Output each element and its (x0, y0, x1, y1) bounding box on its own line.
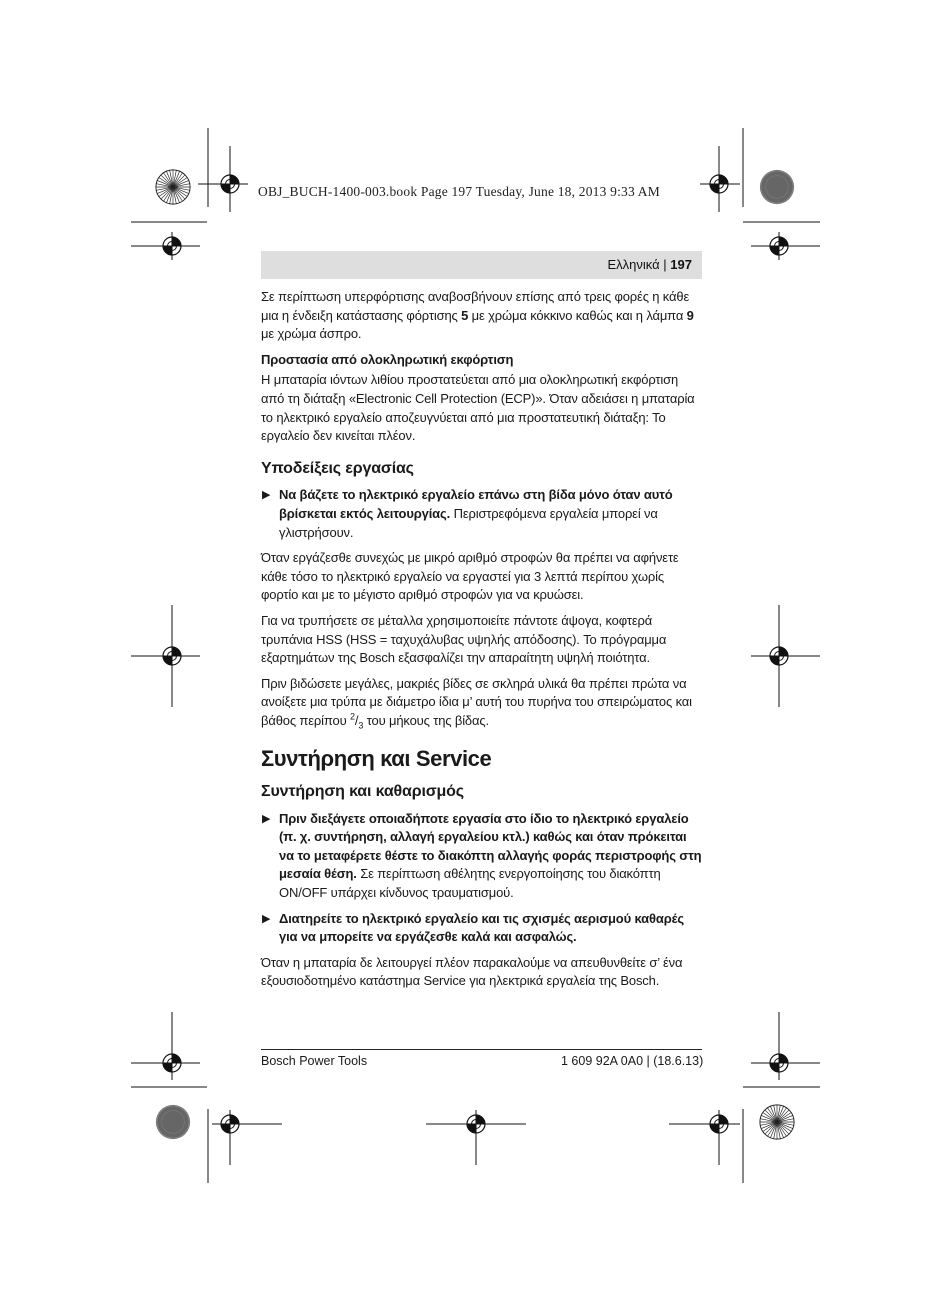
bullet-arrow-icon: ▶ (262, 489, 271, 502)
bullet-arrow-icon: ▶ (262, 912, 271, 925)
work-p3-text: Πριν βιδώσετε μεγάλες, μακριές βίδες σε σκληρά υλικά θα πρέπει πρώτα να ανοίξετε μια τρύπα με διάμετρο ίδια μ’ αυτή του πυρήνα του σπειρώματος και βάθος περίπου (261, 675, 692, 728)
gray-dot-icon (156, 1105, 190, 1139)
work-heading: Υποδείξεις εργασίας (261, 459, 414, 477)
registration-mark-icon (216, 1110, 244, 1138)
registration-mark-icon (158, 642, 186, 670)
work-paragraph-1: Όταν εργάζεσθε συνεχώς με μικρό αριθμό στροφών θα πρέπει να αφήνετε κάθε τόσο το ηλεκτρικό εργαλείο να εργαστεί για 3 λεπτά περίπου χωρίς φορτίο και με το μέγιστο αριθμό στροφών για να κρυώσει. (261, 550, 679, 603)
work-p3-end: του μήκους της βίδας. (366, 712, 489, 728)
fraction-numerator: 2 (350, 711, 355, 722)
work-bullet-bold: Να βάζετε το ηλεκτρικό εργαλείο επάνω στη βίδα μόνο όταν αυτό βρίσκεται εκτός λειτουργίας. (279, 487, 673, 521)
starburst-target-icon (156, 170, 190, 204)
bullet-arrow-icon: ▶ (262, 812, 271, 825)
footer-right: 1 609 92A 0A0 | (18.6.13) (561, 1054, 704, 1068)
registration-mark-icon (216, 170, 244, 198)
maintenance-heading: Συντήρηση και καθαρισμός (261, 783, 464, 801)
work-bullet-text: Περιστρεφόμενα εργαλεία μπορεί να γλιστρήσουν. (279, 505, 658, 540)
registration-mark-icon (705, 1110, 733, 1138)
maintenance-bullet-2-bold: Διατηρείτε το ηλεκτρικό εργαλείο και τις σχισμές αερισμού καθαρές για να μπορείτε να εργάζεσθε καλά και ασφαλώς. (279, 910, 684, 945)
work-paragraph-2: Για να τρυπήσετε σε μέταλλα χρησιμοποιείτε πάντοτε άψογα, κοφτερά τρυπάνια HSS (HSS = ταχυχάλυβας υψηλής απόδοσης). Το πρόγραμμα εξαρτημάτων της Bosch εξασφαλίζει την απαραίτητη υψηλή ποιότητα. (261, 612, 667, 666)
starburst-target-icon (760, 1105, 794, 1139)
registration-mark-icon (765, 1049, 793, 1077)
protection-paragraph: Η μπαταρία ιόντων λιθίου προστατεύεται από μια ολοκληρωτική εκφόρτιση από τη διάταξη «Electronic Cell Protection (ECP)». Όταν αδειάσει η μπαταρία το ηλεκτρικό εργαλείο αποζευγνύεται από μια προστατευτική διάταξη: Το εργαλείο δεν κινείται πλέον. (261, 372, 695, 444)
intro-number-9: 9 (686, 307, 694, 323)
intro-text: Σε περίπτωση υπερφόρτισης αναβοσβήνουν επίσης από τρεις φορές η κάθε μια η ένδειξη κατάστασης φόρτισης (261, 289, 690, 323)
registration-mark-icon (462, 1110, 490, 1138)
registration-mark-icon (765, 642, 793, 670)
registration-mark-icon (158, 232, 186, 260)
service-heading: Συντήρηση και Service (261, 746, 492, 772)
footer-left: Bosch Power Tools (261, 1054, 368, 1068)
registration-mark-icon (158, 1049, 186, 1077)
intro-end-text: με χρώμα άσπρο. (261, 326, 362, 342)
gray-dot-icon (760, 170, 794, 204)
header-language: Ελληνικά (607, 257, 660, 272)
intro-mid-text: με χρώμα κόκκινο καθώς και η λάμπα (471, 307, 684, 323)
maintenance-paragraph: Όταν η μπαταρία δε λειτουργεί πλέον παρακαλούμε να απευθυνθείτε σ’ ένα εξουσιοδοτημένο κατάστημα Service για ηλεκτρικά εργαλεία της Bosch. (261, 954, 683, 989)
work-paragraph-3: Πριν βιδώσετε μεγάλες, μακριές βίδες σε σκληρά υλικά θα πρέπει πρώτα να ανοίξετε μια τρύπα με διάμετρο ίδια μ’ αυτή του πυρήνα του σπειρώματος και βάθος περίπου $^2/_3$ του μήκους της βίδας. (261, 675, 692, 731)
registration-mark-icon (705, 170, 733, 198)
page-number: 197 (670, 257, 692, 272)
fraction-denominator: 3 (358, 720, 364, 731)
registration-mark-icon (765, 232, 793, 260)
maintenance-bullet-1-bold: Πριν διεξάγετε οποιαδήποτε εργασία στο ίδιο το ηλεκτρικό εργαλείο (π. χ. συντήρηση, αλλαγή εργαλείου κτλ.) καθώς και όταν πρόκειται να το μεταφέρετε θέστε το διακόπτη αλλαγής φοράς περιστροφής στη μεσαία θέση. (279, 810, 702, 882)
protection-heading: Προστασία από ολοκληρωτική εκφόρτιση (261, 351, 514, 367)
intro-number-5: 5 (461, 307, 469, 323)
maintenance-bullet-1-text: Σε περίπτωση αθέλητης ενεργοποίησης του διακόπτη ON/OFF υπάρχει κίνδυνος τραυματισμού. (279, 866, 661, 901)
header-separator: | (663, 257, 667, 272)
print-info-line: OBJ_BUCH-1400-003.book Page 197 Tuesday, June 18, 2013 9:33 AM (258, 184, 660, 199)
